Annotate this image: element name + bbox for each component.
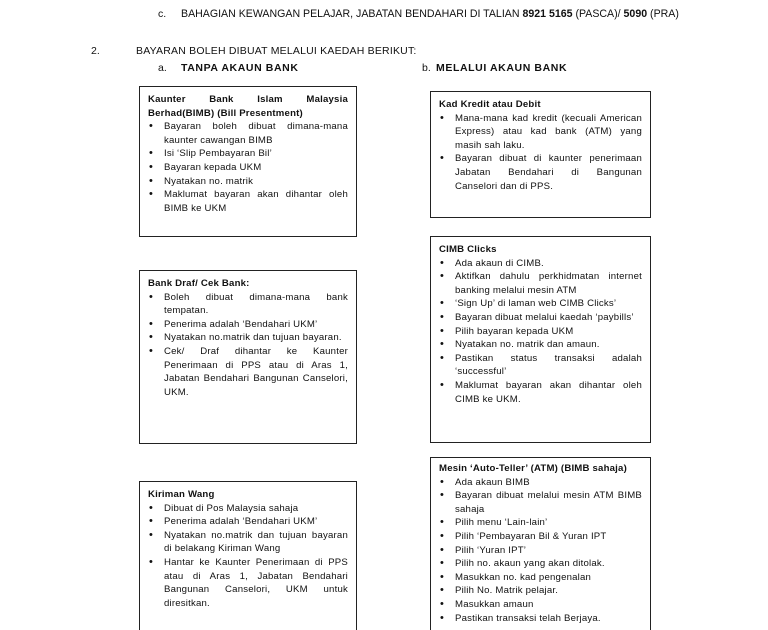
box-bimb-title: Kaunter Bank Islam Malaysia Berhad(BIMB) (Bill Presentment): [148, 94, 348, 119]
list-item: • Pastikan transaksi telah Berjaya.: [439, 612, 642, 626]
list-item: • Pilih No. Matrik pelajar.: [439, 584, 642, 598]
list-item: • Penerima adalah ‘Bendahari UKM’: [148, 515, 348, 529]
list-item: • Bayaran dibuat melalui kaedah ‘paybills’: [439, 311, 642, 325]
list-item: • Masukkan amaun: [439, 598, 642, 612]
box-cimb-clicks: [430, 236, 651, 443]
box-bimb-list: [148, 120, 348, 215]
list-item: • Pilih menu ‘Lain-lain’: [439, 516, 642, 530]
list-item: • Boleh dibuat dimana-mana bank tempatan.: [148, 291, 348, 318]
list-item: • Nyatakan no. matrik dan amaun.: [439, 338, 642, 352]
sub-a-letter: a.: [158, 62, 167, 74]
box-draf-title: Bank Draf/ Cek Bank:: [148, 278, 250, 289]
box-atm: [430, 457, 651, 630]
list-item: • Bayaran boleh dibuat dimana-mana kaunter cawangan BIMB: [148, 120, 348, 147]
list-item: • Maklumat bayaran akan dihantar oleh BIMB ke UKM: [148, 188, 348, 215]
list-item: • Pilih no. akaun yang akan ditolak.: [439, 557, 642, 571]
item-c-letter: c.: [158, 8, 167, 20]
list-item: • Penerima adalah ‘Bendahari UKM’: [148, 318, 348, 332]
list-item: • Maklumat bayaran akan dihantar oleh CIMB ke UKM.: [439, 379, 642, 406]
item-c-phone1: 8921 5165: [522, 8, 573, 20]
sub-b-letter: b.: [422, 62, 431, 74]
list-item: • Nyatakan no.matrik dan tujuan bayaran di belakang Kiriman Wang: [148, 529, 348, 556]
box-bank-draf: [139, 270, 357, 444]
clipped-previous-line: [0, 0, 768, 4]
item-c-phone2: 5090: [623, 8, 648, 20]
list-item: • Isi ‘Slip Pembayaran Bil’: [148, 147, 348, 161]
section-2-title: BAYARAN BOLEH DIBUAT MELALUI KAEDAH BERIKUT:: [136, 45, 417, 57]
box-kad-kredit: [430, 91, 651, 218]
sub-b-label: MELALUI AKAUN BANK: [436, 62, 568, 74]
section-2-number: 2.: [91, 45, 100, 57]
box-atm-title: Mesin ‘Auto-Teller’ (ATM) (BIMB sahaja): [439, 463, 627, 474]
list-item: • Ada akaun BIMB: [439, 476, 642, 490]
box-kiriman-title: Kiriman Wang: [148, 489, 215, 500]
item-c-mid: (PASCA)/: [572, 8, 624, 20]
box-kredit-list: [439, 112, 642, 194]
sub-a-label: TANPA AKAUN BANK: [181, 62, 299, 74]
list-item: • Pilih ‘Yuran IPT’: [439, 544, 642, 558]
list-item: • Aktifkan dahulu perkhidmatan internet banking melalui mesin ATM: [439, 270, 642, 297]
box-draf-list: [148, 291, 348, 400]
item-c-after: (PRA): [647, 8, 679, 20]
box-cimb-list: [439, 257, 642, 407]
list-item: • Pilih ‘Pembayaran Bil & Yuran IPT: [439, 530, 642, 544]
list-item: • Hantar ke Kaunter Penerimaan di PPS atau di Aras 1, Jabatan Bendahari Bangunan Canselori, UKM untuk diresitkan.: [148, 556, 348, 610]
list-item: • Pastikan status transaksi adalah ‘successful’: [439, 352, 642, 379]
box-kredit-title: Kad Kredit atau Debit: [439, 99, 541, 110]
item-c-text-before: BAHAGIAN KEWANGAN PELAJAR, JABATAN BENDAHARI DI TALIAN: [181, 8, 523, 20]
box-cimb-title: CIMB Clicks: [439, 244, 497, 255]
list-item: • Nyatakan no.matrik dan tujuan bayaran.: [148, 331, 348, 345]
list-item: • Pilih bayaran kepada UKM: [439, 325, 642, 339]
list-item: • Cek/ Draf dihantar ke Kaunter Penerimaan di PPS atau di Aras 1, Jabatan Bendahari Bangunan Canselori, UKM.: [148, 345, 348, 399]
list-item: • ‘Sign Up’ di laman web CIMB Clicks’: [439, 297, 642, 311]
box-bimb: [139, 86, 357, 237]
list-item: • Masukkan no. kad pengenalan: [439, 571, 642, 585]
list-item: • Ada akaun di CIMB.: [439, 257, 642, 271]
box-kiriman-list: [148, 502, 348, 611]
list-item: • Bayaran dibuat melalui mesin ATM BIMB sahaja: [439, 489, 642, 516]
list-item: • Bayaran dibuat di kaunter penerimaan Jabatan Bendahari di Bangunan Canselori dan di PPS.: [439, 152, 642, 193]
list-item: • Nyatakan no. matrik: [148, 175, 348, 189]
box-atm-list: [439, 476, 642, 626]
list-item: • Dibuat di Pos Malaysia sahaja: [148, 502, 348, 516]
list-item: • Mana-mana kad kredit (kecuali American Express) atau kad bank (ATM) yang masih sah laku.: [439, 112, 642, 153]
item-c-text: [181, 8, 679, 20]
box-kiriman-wang: [139, 481, 357, 630]
list-item: • Bayaran kepada UKM: [148, 161, 348, 175]
